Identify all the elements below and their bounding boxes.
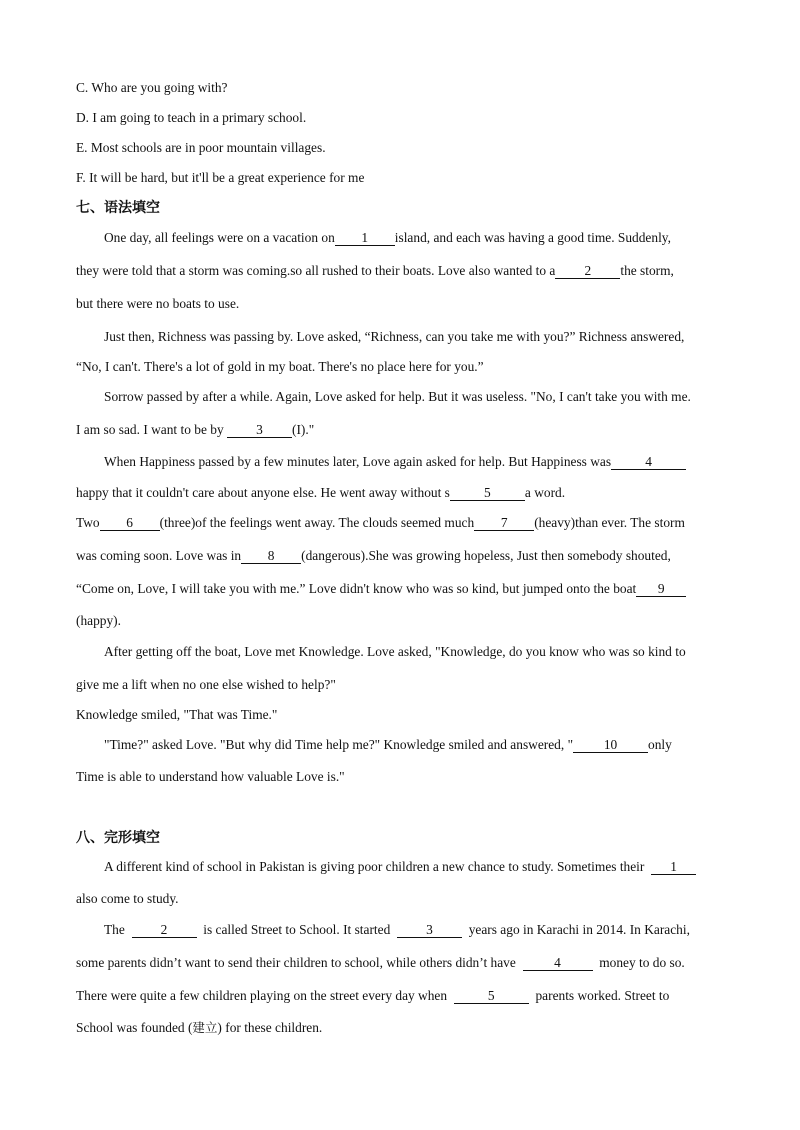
option-f: F. It will be hard, but it'll be a great experience for me — [76, 170, 365, 185]
paragraph-line: After getting off the boat, Love met Knowledge. Love asked, "Knowledge, do you know who was so kind to — [104, 644, 686, 659]
cloze-blank-2[interactable]: 2 — [132, 923, 197, 938]
blank-3[interactable]: 3 — [227, 423, 292, 438]
paragraph-line: they were told that a storm was coming.so all rushed to their boats. Love also wanted to a 2 the storm, — [76, 263, 674, 278]
option-d: D. I am going to teach in a primary school. — [76, 110, 307, 125]
paragraph-line: “No, I can't. There's a lot of gold in my boat. There's no place here for you.” — [76, 359, 484, 374]
paragraph-line: I am so sad. I want to be by 3 (I)." — [76, 422, 315, 437]
paragraph-line: Just then, Richness was passing by. Love asked, “Richness, can you take me with you?” Richness answered, — [104, 329, 685, 344]
paragraph-line: The 2 is called Street to School. It started 3 years ago in Karachi in 2014. In Karachi, — [104, 922, 690, 937]
paragraph-line: A different kind of school in Pakistan is giving poor children a new chance to study. Sometimes their 1 — [104, 859, 696, 875]
cloze-blank-4[interactable]: 4 — [523, 956, 593, 971]
blank-2[interactable]: 2 — [555, 264, 620, 279]
paragraph-line: happy that it couldn't care about anyone else. He went away without s 5 a word. — [76, 485, 566, 500]
blank-10[interactable]: 10 — [573, 738, 648, 753]
chinese-gloss: 建立 — [192, 1020, 218, 1035]
blank-6[interactable]: 6 — [100, 516, 160, 531]
paragraph-line: was coming soon. Love was in 8 (dangerous).She was growing hopeless, Just then somebody shouted, — [76, 548, 671, 563]
blank-9[interactable]: 9 — [636, 582, 686, 597]
paragraph-line: also come to study. — [76, 891, 179, 906]
paragraph-line: Time is able to understand how valuable Love is." — [76, 769, 345, 784]
paragraph-line: There were quite a few children playing on the street every day when 5 parents worked. Street to — [76, 988, 670, 1003]
paragraph-line: Sorrow passed by after a while. Again, Love asked for help. But it was useless. "No, I can't take you with me. — [104, 389, 691, 404]
paragraph-line: but there were no boats to use. — [76, 296, 240, 311]
paragraph-line: "Time?" asked Love. "But why did Time help me?" Knowledge smiled and answered, " 10 only — [104, 737, 672, 752]
cloze-blank-5[interactable]: 5 — [454, 989, 529, 1004]
option-c: C. Who are you going with? — [76, 80, 228, 95]
blank-5[interactable]: 5 — [450, 486, 525, 501]
blank-4[interactable]: 4 — [611, 455, 686, 470]
paragraph-line: give me a lift when no one else wished to help?" — [76, 677, 336, 692]
blank-7[interactable]: 7 — [474, 516, 534, 531]
section-8-heading: 八、完形填空 — [76, 830, 160, 846]
blank-1[interactable]: 1 — [335, 231, 395, 246]
paragraph-line: (happy). — [76, 613, 121, 628]
paragraph-line: School was founded (建立) for these children. — [76, 1020, 323, 1035]
paragraph-line: One day, all feelings were on a vacation on 1 island, and each was having a good time. Suddenly, — [104, 230, 671, 245]
option-e: E. Most schools are in poor mountain villages. — [76, 140, 326, 155]
paragraph-line: Two 6 (three)of the feelings went away. The clouds seemed much 7 (heavy)than ever. The storm — [76, 515, 685, 530]
blank-8[interactable]: 8 — [241, 549, 301, 564]
section-7-heading: 七、语法填空 — [76, 200, 160, 216]
paragraph-line: When Happiness passed by a few minutes later, Love again asked for help. But Happiness was 4 — [104, 454, 686, 470]
paragraph-line: some parents didn’t want to send their children to school, while others didn’t have 4 money to do so. — [76, 955, 685, 970]
paragraph-line: Knowledge smiled, "That was Time." — [76, 707, 278, 722]
cloze-blank-3[interactable]: 3 — [397, 923, 462, 938]
cloze-blank-1[interactable]: 1 — [651, 860, 696, 875]
paragraph-line: “Come on, Love, I will take you with me.” Love didn't know who was so kind, but jumped onto the boat 9 — [76, 581, 686, 597]
